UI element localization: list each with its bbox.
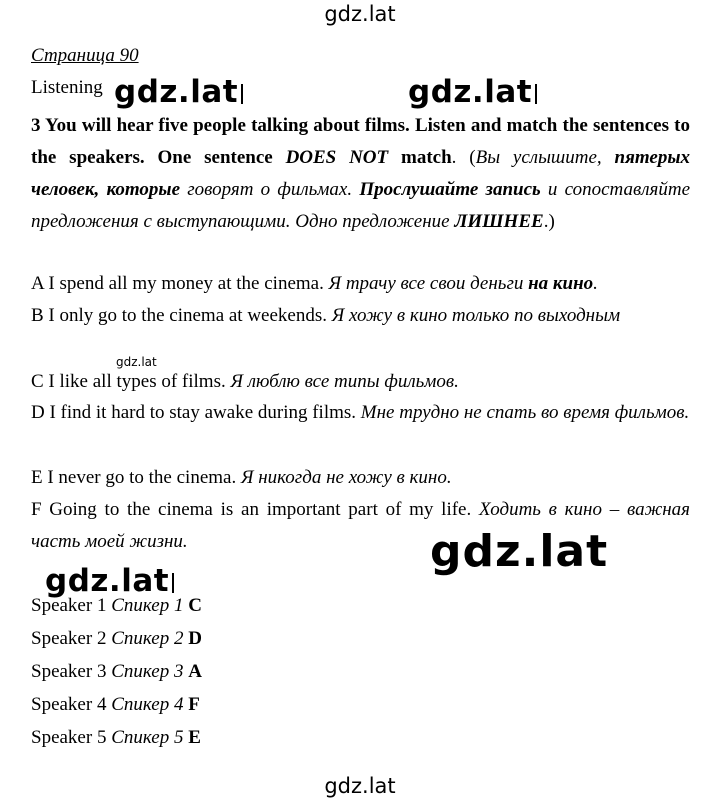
- watermark-big-left: gdz.lat: [112, 74, 245, 110]
- sentence-ru: Я трачу все свои деньги: [328, 273, 524, 294]
- sentence-ru: Я никогда не хожу в кино.: [240, 467, 452, 488]
- answer-letter: C: [188, 595, 202, 616]
- sentence-ru-end: .: [593, 273, 598, 294]
- sentence-en: D I find it hard to stay awake during films.: [31, 402, 357, 423]
- answer-letter: A: [188, 661, 202, 682]
- sentence-b: [31, 300, 690, 332]
- sentence-ru: Ходить в кино – важная часть моей жизни.: [31, 499, 691, 552]
- sentence-en: E I never go to the cinema.: [31, 467, 237, 488]
- sentence-ru-bold: на кино: [528, 273, 594, 294]
- answer-row: [31, 727, 201, 749]
- speaker-label: Speaker 4: [31, 694, 107, 715]
- sentence-c: [31, 366, 690, 398]
- task-ru-1: Вы услышите,: [475, 147, 602, 168]
- answer-letter: F: [188, 694, 200, 715]
- sentence-a: [31, 268, 690, 300]
- sentence-d: [31, 397, 690, 429]
- speaker-ru: Спикер 4: [111, 694, 184, 715]
- task-ru-3: и сопоставляйте предложения с выступающими. Одно предложение: [31, 179, 690, 232]
- page-header: Страница 90: [31, 45, 139, 66]
- sentence-ru: Я хожу в кино только по выходным: [331, 305, 621, 326]
- section-title: Listening: [31, 77, 103, 98]
- speaker-label: Speaker 1: [31, 595, 107, 616]
- answer-row: [31, 661, 202, 683]
- task-instruction: [31, 110, 690, 238]
- paren-close: .): [543, 211, 555, 232]
- sentence-en: F Going to the cinema is an important part of my life.: [31, 499, 472, 520]
- answer-letter: D: [188, 628, 202, 649]
- match-word: match: [401, 147, 452, 168]
- task-ru-bold-3: ЛИШНЕЕ: [454, 211, 544, 232]
- sentence-ru: Я люблю все типы фильмов.: [230, 371, 459, 392]
- does-not-emphasis: DOES NOT: [285, 147, 389, 168]
- sentence-en: C I like all types of films.: [31, 371, 226, 392]
- speaker-label: Speaker 5: [31, 727, 107, 748]
- speaker-ru: Спикер 5: [111, 727, 184, 748]
- answer-row: [31, 628, 202, 650]
- sentence-ru: Мне трудно не спать во время фильмов.: [360, 402, 690, 423]
- task-instruction-en: 3 You will hear five people talking about films. Listen and match the sentences to the speakers. One sentence: [31, 115, 690, 168]
- watermark-bottom: gdz.lat: [324, 774, 396, 798]
- watermark-top: gdz.lat: [324, 2, 396, 26]
- task-ru-bold-1: пятерых человек, которые: [31, 147, 691, 200]
- answer-letter: E: [188, 727, 201, 748]
- speaker-ru: Спикер 3: [111, 661, 184, 682]
- speaker-label: Speaker 2: [31, 628, 107, 649]
- answer-row: [31, 595, 202, 617]
- watermark-huge: gdz.lat: [430, 526, 609, 577]
- watermark-lower-left: gdz.lat: [45, 563, 174, 599]
- sentence-en: B I only go to the cinema at weekends.: [31, 305, 328, 326]
- watermark-small: gdz.lat: [116, 355, 157, 369]
- watermark-cursor: [241, 84, 243, 104]
- watermark-cursor: [172, 573, 174, 593]
- speaker-ru: Спикер 1: [111, 595, 184, 616]
- sentence-en: A I spend all my money at the cinema.: [31, 273, 324, 294]
- sentence-e: [31, 462, 690, 494]
- paren-open: . (: [451, 147, 476, 168]
- speaker-ru: Спикер 2: [111, 628, 184, 649]
- task-ru-bold-2: Прослушайте запись: [359, 179, 541, 200]
- watermark-big-right: gdz.lat: [406, 74, 539, 110]
- watermark-cursor: [535, 84, 537, 104]
- speaker-label: Speaker 3: [31, 661, 107, 682]
- task-ru-2: говорят о фильмах.: [187, 179, 353, 200]
- answer-row: [31, 694, 200, 716]
